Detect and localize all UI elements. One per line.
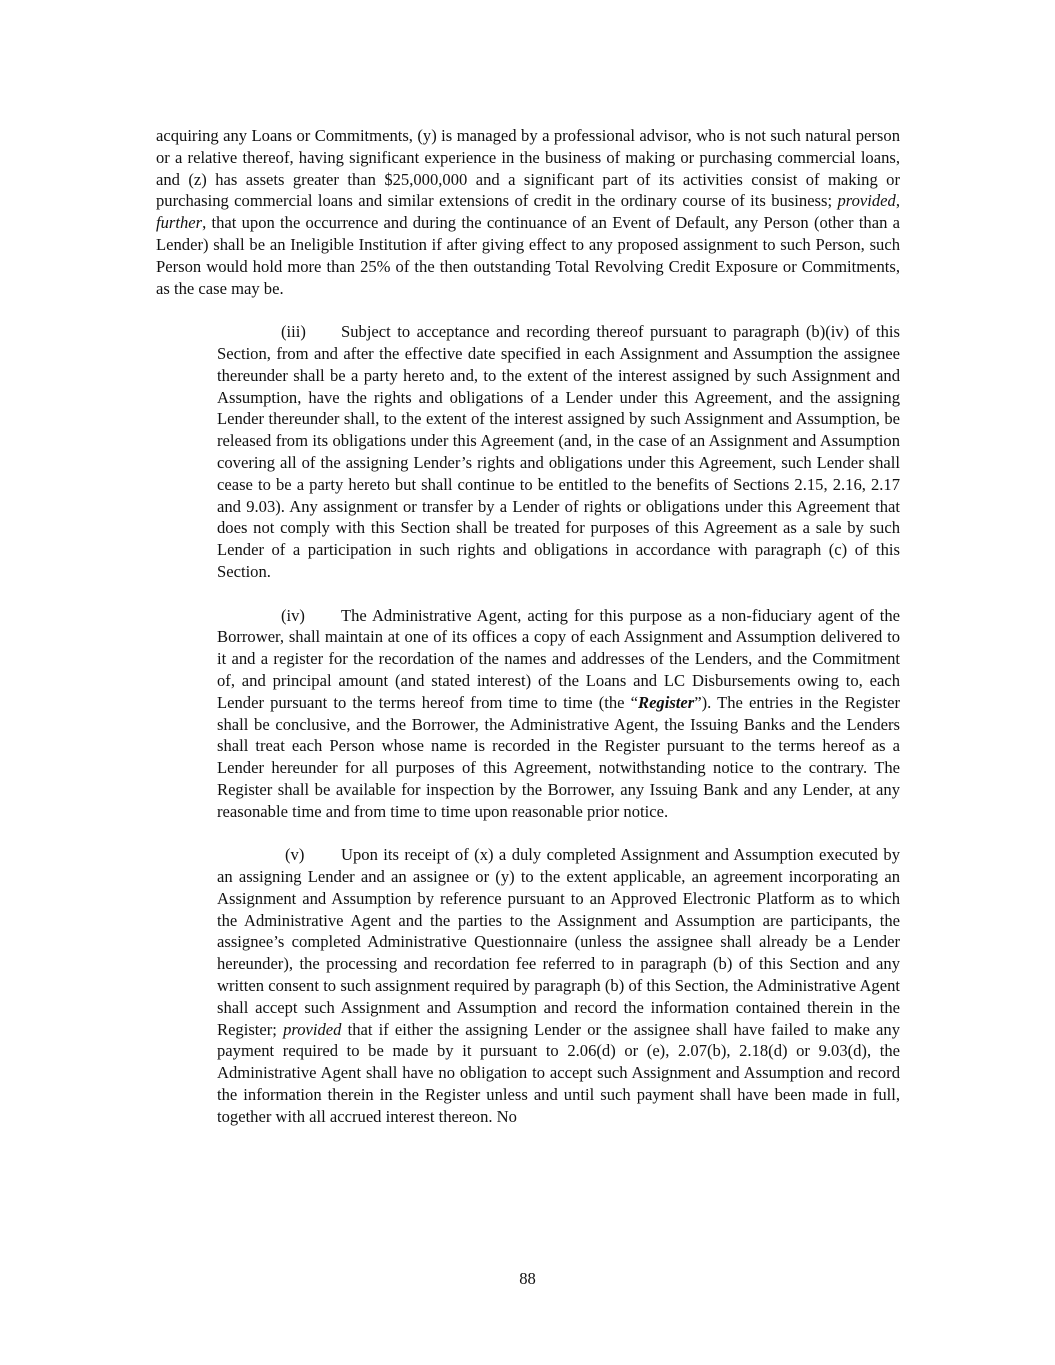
clause-number-v: (v)	[285, 845, 305, 865]
page-number: 88	[519, 1269, 536, 1288]
italic-provided-v: provided	[283, 1019, 342, 1039]
paragraph-intro: acquiring any Loans or Commitments, (y) is managed by a professional advisor, who is not such natural person or a relative thereof, having significant experience in the business of making or purchasing commercial loans, and (z) has assets greater than $25,000,000 and a significant part of its activities consist of making or purchasing commercial loans and similar extensions of credit in the ordinary course of its business; provided, further, that upon the occurrence and during the continuance of an Event of Default, any Person (other than a Lender) shall be an Ineligible Institution if after giving effect to any proposed assignment to such Person, such Person would hold more than 25% of the then outstanding Total Revolving Credit Exposure or Commitments, as the case may be.	[156, 126, 900, 298]
defined-term-register: Register	[638, 692, 695, 712]
clause-number-iv: (iv)	[281, 605, 305, 625]
body-text	[156, 125, 900, 1149]
italic-provided: provided	[837, 191, 896, 211]
italic-further: further	[156, 213, 203, 233]
clause-number-iii: (iii)	[281, 322, 306, 342]
paragraph-iv: (iv) The Administrative Agent, acting for this purpose as a non-fiduciary agent of the Borrower, shall maintain at one of its offices a copy of each Assignment and Assumption delivered to it and a register for the recordation of the names and addresses of the Lenders, and the Commitment of, and principal amount (and stated interest) of the Loans and LC Disbursements owing to, each Lender pursuant to the terms hereof from time to time (the “Register”). The entries in the Register shall be conclusive, and the Borrower, the Administrative Agent, the Issuing Banks and the Lenders shall treat each Person whose name is recorded in the Register pursuant to the terms hereof as a Lender hereunder for all purposes of this Agreement, notwithstanding notice to the contrary. The Register shall be available for inspection by the Borrower, any Issuing Bank and any Lender, at any reasonable time and from time to time upon reasonable prior notice.	[217, 605, 900, 821]
paragraph-iii: (iii) Subject to acceptance and recording thereof pursuant to paragraph (b)(iv) of this Section, from and after the effective date specified in each Assignment and Assumption the assignee thereunder shall be a party hereto and, to the extent of the interest assigned by such Assignment and Assumption, have the rights and obligations of a Lender under this Agreement, and the assigning Lender thereunder shall, to the extent of the interest assigned by such Assignment and Assumption, be released from its obligations under this Agreement (and, in the case of an Assignment and Assumption covering all of the assigning Lender’s rights and obligations under this Agreement, such Lender shall cease to be a party hereto but shall continue to be entitled to the benefits of Sections 2.15, 2.16, 2.17 and 9.03). Any assignment or transfer by a Lender of rights or obligations under this Agreement that does not comply with this Section shall be treated for purposes of this Agreement as a sale by such Lender of a participation in such rights and obligations in accordance with paragraph (c) of this Section.	[217, 322, 900, 581]
paragraph-v: (v) Upon its receipt of (x) a duly completed Assignment and Assumption executed by an assigning Lender and an assignee or (y) to the extent applicable, an agreement incorporating an Assignment and Assumption by reference pursuant to an Approved Electronic Platform as to which the Administrative Agent and the parties to the Assignment and Assumption are participants, the assignee’s completed Administrative Questionnaire (unless the assignee shall already be a Lender hereunder), the processing and recordation fee referred to in paragraph (b) of this Section and any written consent to such assignment required by paragraph (b) of this Section, the Administrative Agent shall accept such Assignment and Assumption and record the information contained therein in the Register; provided that if either the assigning Lender or the assignee shall have failed to make any payment required to be made by it pursuant to 2.06(d) or (e), 2.07(b), 2.18(d) or 9.03(d), the Administrative Agent shall have no obligation to accept such Assignment and Assumption and record the information therein in the Register unless and until such payment shall have been made in full, together with all accrued interest thereon. No	[217, 845, 900, 1126]
